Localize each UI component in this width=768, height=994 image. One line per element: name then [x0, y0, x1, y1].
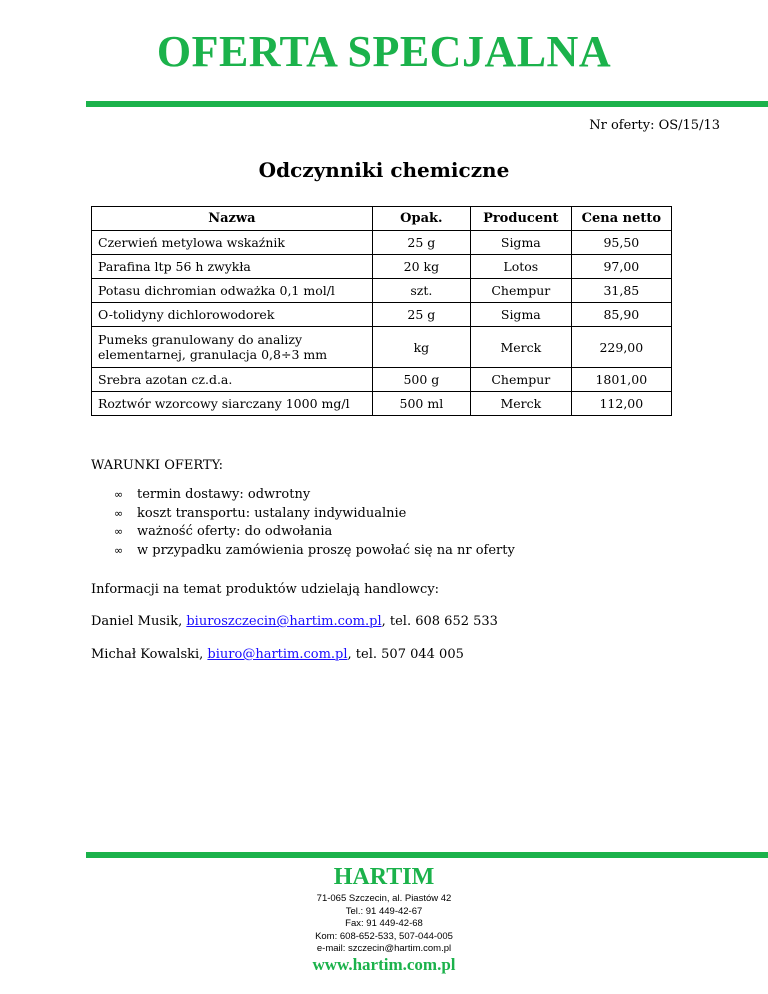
products-table	[91, 206, 672, 416]
cell-producer: Sigma	[470, 231, 571, 255]
page-title: OFERTA SPECJALNA	[156, 27, 612, 76]
contact-line-1	[91, 614, 498, 629]
list-item	[91, 523, 515, 542]
cell-producer: Merck	[470, 392, 571, 416]
cell-producer: Lotos	[470, 255, 571, 279]
cell-name: Parafina ltp 56 h zwykła	[92, 255, 373, 279]
company-tel: Tel.: 91 449-42-67	[345, 905, 423, 917]
infinity-bullet-icon: ∞	[114, 543, 124, 557]
cell-price: 229,00	[571, 327, 671, 368]
header-name: Nazwa	[92, 207, 373, 231]
company-name: HARTIM	[333, 864, 435, 890]
cell-producer: Merck	[470, 327, 571, 368]
header-producer: Producent	[470, 207, 571, 231]
cell-name: Potasu dichromian odważka 0,1 mol/l	[92, 279, 373, 303]
cell-price: 85,90	[571, 303, 671, 327]
cell-name: Pumeks granulowany do analizy elementarnej, granulacja 0,8÷3 mm	[92, 327, 373, 368]
table-row	[92, 279, 672, 303]
header-price: Cena netto	[571, 207, 671, 231]
terms-list	[91, 486, 515, 560]
contact-name: Daniel Musik,	[91, 614, 187, 629]
contact-line-2	[91, 647, 464, 662]
cell-pack: 500 g	[372, 368, 470, 392]
cell-producer: Sigma	[470, 303, 571, 327]
contact-name: Michał Kowalski,	[91, 647, 208, 662]
cell-price: 1801,00	[571, 368, 671, 392]
cell-producer: Chempur	[470, 279, 571, 303]
list-item	[91, 542, 515, 561]
cell-pack: 500 ml	[372, 392, 470, 416]
list-item	[91, 505, 515, 524]
section-title: Odczynniki chemiczne	[258, 158, 510, 182]
table-row	[92, 392, 672, 416]
terms-heading: WARUNKI OFERTY:	[91, 458, 223, 473]
contact-email-link[interactable]: biuro@hartim.com.pl	[207, 647, 348, 662]
bottom-divider	[86, 852, 768, 858]
table-row	[92, 231, 672, 255]
cell-name: Roztwór wzorcowy siarczany 1000 mg/l	[92, 392, 373, 416]
cell-producer: Chempur	[470, 368, 571, 392]
cell-price: 31,85	[571, 279, 671, 303]
term-text: termin dostawy: odwrotny	[137, 487, 311, 502]
contacts-intro: Informacji na temat produktów udzielają handlowcy:	[91, 582, 440, 597]
top-divider	[86, 101, 768, 107]
cell-price: 112,00	[571, 392, 671, 416]
cell-name: Czerwień metylowa wskaźnik	[92, 231, 373, 255]
cell-price: 95,50	[571, 231, 671, 255]
company-details	[0, 893, 768, 956]
company-address: 71-065 Szczecin, al. Piastów 42	[316, 893, 452, 904]
contact-phone: , tel. 608 652 533	[381, 614, 498, 629]
cell-pack: 25 g	[372, 231, 470, 255]
company-fax: Fax: 91 449-42-68	[345, 918, 423, 929]
cell-pack: szt.	[372, 279, 470, 303]
contact-email-link[interactable]: biuroszczecin@hartim.com.pl	[186, 614, 382, 629]
infinity-bullet-icon: ∞	[114, 506, 124, 520]
contact-phone: , tel. 507 044 005	[347, 647, 464, 662]
table-row	[92, 368, 672, 392]
infinity-bullet-icon: ∞	[114, 488, 124, 501]
cell-name: O-tolidyny dichlorowodorek	[92, 303, 373, 327]
company-email: e-mail: szczecin@hartim.com.pl	[316, 943, 452, 954]
cell-pack: 20 kg	[372, 255, 470, 279]
infinity-bullet-icon: ∞	[114, 525, 124, 538]
term-text: koszt transportu: ustalany indywidualnie	[137, 505, 407, 521]
table-header-row	[92, 207, 672, 231]
cell-name: Srebra azotan cz.d.a.	[92, 368, 373, 392]
table-row	[92, 255, 672, 279]
offer-number: Nr oferty: OS/15/13	[589, 118, 720, 133]
table-row	[92, 327, 672, 368]
header-pack: Opak.	[372, 207, 470, 231]
list-item	[91, 486, 515, 505]
term-text: ważność oferty: do odwołania	[137, 524, 333, 539]
term-text: w przypadku zamówienia proszę powołać się na nr oferty	[137, 542, 515, 558]
company-website[interactable]: www.hartim.com.pl	[312, 955, 456, 974]
cell-pack: kg	[372, 327, 470, 368]
table-row	[92, 303, 672, 327]
company-mobile: Kom: 608-652-533, 507-044-005	[315, 930, 453, 942]
cell-pack: 25 g	[372, 303, 470, 327]
cell-price: 97,00	[571, 255, 671, 279]
